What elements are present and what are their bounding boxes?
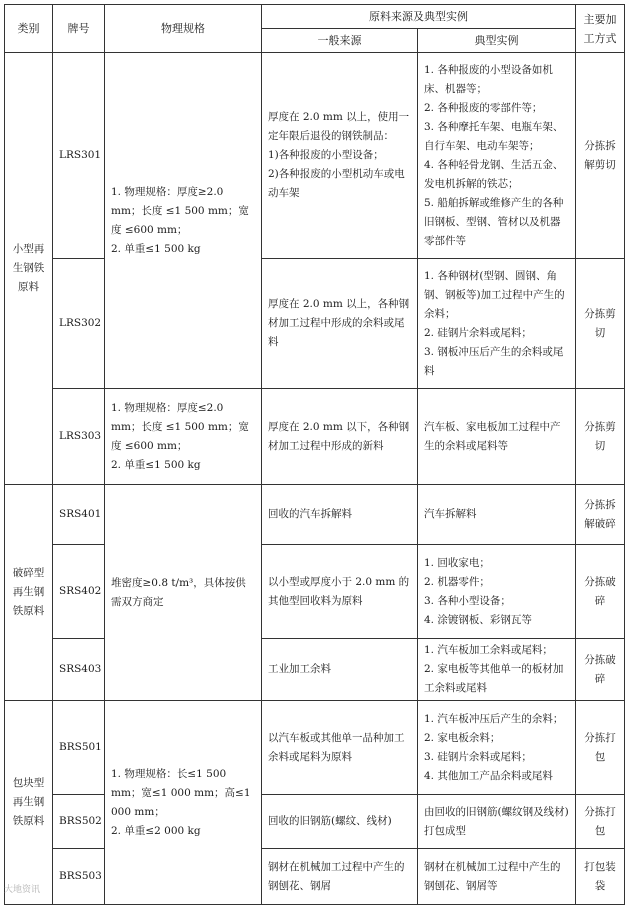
example-item: 3. 各种摩托车架、电瓶车架、自行车架、电动车架等； [424, 120, 564, 152]
example-item: 3. 钢板冲压后产生的余料或尾料 [424, 345, 564, 377]
general-source-cell: 以小型或厚度小于 2.0 mm 的其他型回收料为原料 [262, 545, 418, 639]
example-item: 2. 各种报废的零部件等； [424, 101, 543, 114]
example-item: 2. 机器零件； [424, 575, 490, 588]
process-cell: 分拣打包 [576, 795, 625, 849]
category-small: 小型再生钢铁原料 [5, 53, 53, 485]
examples-cell [418, 701, 576, 795]
table-row [5, 701, 625, 795]
example-item: 1. 汽车板加工余料或尾料； [424, 644, 553, 656]
process-cell: 打包装袋 [576, 849, 625, 905]
table-row [5, 849, 625, 905]
header-process: 主要加工方式 [576, 5, 625, 53]
examples-cell [418, 259, 576, 389]
grade-cell: BRS502 [53, 795, 105, 849]
example-item: 汽车拆解料 [424, 508, 477, 520]
general-source-cell: 厚度在 2.0 mm 以上，各种钢材加工过程中形成的余料或尾料 [262, 259, 418, 389]
spec-cell: 堆密度≥0.8 t/m³，具体按供需双方商定 [105, 485, 262, 701]
example-item: 3. 硅钢片余料或尾料； [424, 750, 532, 763]
spec-cell: 1. 物理规格：长≤1 500 mm；宽≤1 000 mm；高≤1 000 mm； 2. 单重≤2 000 kg [105, 701, 262, 905]
examples-cell [418, 545, 576, 639]
example-item: 2. 硅钢片余料或尾料； [424, 326, 532, 339]
grade-cell: LRS301 [53, 53, 105, 259]
header-examples: 典型实例 [418, 29, 576, 53]
header-spec: 物理规格 [105, 5, 262, 53]
general-source-cell: 以汽车板或其他单一品种加工余料或尾料为原料 [262, 701, 418, 795]
example-item: 汽车板、家电板加工过程中产生的余料或尾料等 [424, 420, 561, 452]
examples-cell [418, 849, 576, 905]
steel-scrap-table [4, 4, 625, 905]
example-item: 1. 汽车板冲压后产生的余料； [424, 712, 564, 725]
examples-cell [418, 795, 576, 849]
table-row [5, 545, 625, 639]
category-crushed: 破碎型再生钢铁原料 [5, 485, 53, 701]
example-item: 由回收的旧钢筋(螺纹钢及线材)打包成型 [424, 805, 569, 837]
spec-cell: 1. 物理规格：厚度≤2.0 mm；长度 ≤1 500 mm；宽度 ≤600 mm； 2. 单重≤1 500 kg [105, 389, 262, 485]
example-item: 2. 家电板等其他单一的板材加工余料或尾料 [424, 663, 564, 694]
grade-cell: SRS403 [53, 639, 105, 701]
spec-cell: 1. 物理规格：厚度≥2.0 mm；长度 ≤1 500 mm；宽度 ≤600 mm； 2. 单重≤1 500 kg [105, 53, 262, 389]
category-block: 包块型再生钢铁原料 [5, 701, 53, 905]
header-category: 类别 [5, 5, 53, 53]
process-cell: 分拣破碎 [576, 545, 625, 639]
table-row [5, 389, 625, 485]
table-row [5, 639, 625, 701]
header-grade: 牌号 [53, 5, 105, 53]
examples-cell [418, 485, 576, 545]
process-cell: 分拣剪切 [576, 389, 625, 485]
table-row [5, 795, 625, 849]
examples-cell [418, 53, 576, 259]
grade-cell: SRS401 [53, 485, 105, 545]
header-general: 一般来源 [262, 29, 418, 53]
grade-cell: LRS303 [53, 389, 105, 485]
watermark: 大地资讯 [4, 885, 41, 895]
example-item: 1. 回收家电； [424, 556, 490, 569]
process-cell: 分拣破碎 [576, 639, 625, 701]
table-row [5, 53, 625, 259]
example-item: 4. 各种轻骨龙钢、生活五金、发电机拆解的铁芯； [424, 158, 564, 190]
general-source-cell: 工业加工余料 [262, 639, 418, 701]
header-source-group: 原料来源及典型实例 [262, 5, 576, 29]
general-source-cell: 钢材在机械加工过程中产生的钢刨花、钢屑 [262, 849, 418, 905]
example-item: 1. 各种钢材(型钢、圆钢、角钢、钢板等)加工过程中产生的余料； [424, 269, 565, 320]
general-source-cell: 厚度在 2.0 mm 以下，各种钢材加工过程中形成的新料 [262, 389, 418, 485]
example-item: 4. 其他加工产品余料或尾料 [424, 769, 553, 782]
process-cell: 分拣拆解破碎 [576, 485, 625, 545]
example-item: 2. 家电板余料； [424, 731, 501, 744]
example-item: 钢材在机械加工过程中产生的钢刨花、钢屑等 [424, 860, 561, 892]
example-item: 3. 各种小型设备； [424, 594, 511, 607]
table-row [5, 259, 625, 389]
grade-cell: LRS302 [53, 259, 105, 389]
general-source-cell: 回收的旧钢筋(螺纹、线材) [262, 795, 418, 849]
process-cell: 分拣剪切 [576, 259, 625, 389]
examples-cell [418, 639, 576, 701]
general-source-cell: 回收的汽车拆解料 [262, 485, 418, 545]
general-source-cell: 厚度在 2.0 mm 以上，使用一定年限后退役的钢铁制品： 1)各种报废的小型设备； 2)各种报废的小型机动车或电动车架 [262, 53, 418, 259]
example-item: 1. 各种报废的小型设备如机床、机器等； [424, 63, 553, 95]
process-cell: 分拣拆解剪切 [576, 53, 625, 259]
example-item: 5. 船舶拆解或维修产生的各种旧钢板、型钢、管材以及机器零部件等 [424, 196, 564, 247]
grade-cell: BRS503 [53, 849, 105, 905]
process-cell: 分拣打包 [576, 701, 625, 795]
grade-cell: BRS501 [53, 701, 105, 795]
examples-cell [418, 389, 576, 485]
example-item: 4. 涂镀钢板、彩钢瓦等 [424, 613, 532, 626]
grade-cell: SRS402 [53, 545, 105, 639]
table-row [5, 485, 625, 545]
